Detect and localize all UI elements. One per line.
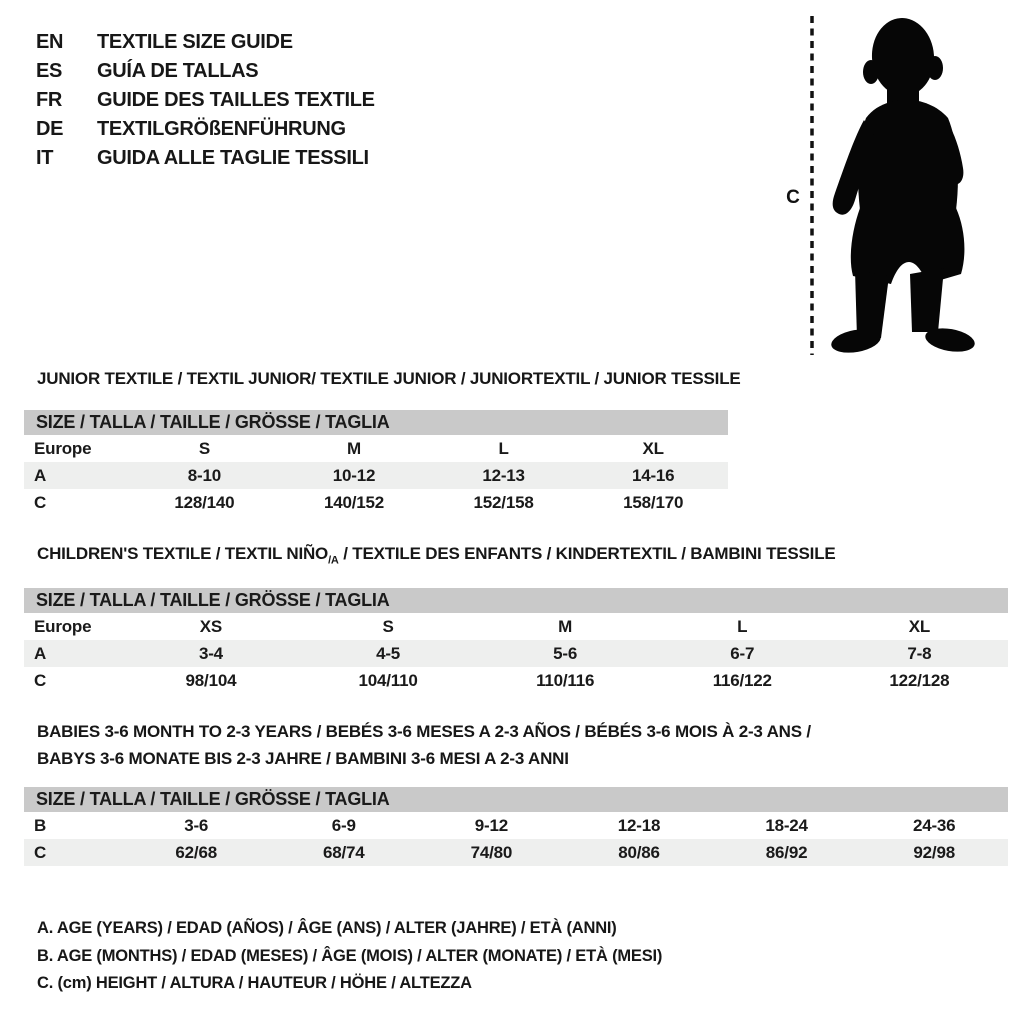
row-label: B: [34, 815, 47, 835]
cell: 12-18: [617, 815, 661, 835]
lang-title: TEXTILE SIZE GUIDE: [97, 31, 293, 53]
size-header: SIZE / TALLA / TAILLE / GRÖSSE / TAGLIA: [24, 410, 728, 435]
row-label: A: [24, 640, 122, 667]
size-header-row: [24, 410, 728, 435]
lang-title: GUIDE DES TAILLES TEXTILE: [97, 89, 375, 111]
cell: 6-7: [654, 640, 831, 667]
cell: XS: [199, 616, 223, 636]
toddler-height-figure: [760, 10, 980, 360]
table-row-height: [24, 667, 1008, 694]
legend-age-months: B. AGE (MONTHS) / EDAD (MESES) / ÂGE (MOIS) / ALTER (MONATE) / ETÀ (MESI): [37, 946, 663, 965]
babies-section-title-line1: BABIES 3-6 MONTH TO 2-3 YEARS / BEBÉS 3-6 MESES A 2-3 AÑOS / BÉBÉS 3-6 MOIS À 2-3 ANS /: [37, 722, 811, 741]
table-row-europe: [24, 435, 728, 462]
cell: M: [558, 616, 573, 636]
row-label: Europe: [34, 616, 92, 636]
toddler-silhouette-svg: [760, 10, 980, 360]
cell: 6-9: [331, 815, 356, 835]
cell: 7-8: [831, 640, 1008, 667]
cell: 8-10: [130, 462, 280, 489]
junior-size-table: [24, 410, 728, 516]
row-label: C: [24, 839, 122, 866]
cell: 24-36: [912, 815, 956, 835]
babies-size-table: [24, 787, 1008, 866]
cell: XL: [642, 438, 664, 458]
cell: 3-4: [122, 640, 299, 667]
cell: 116/122: [712, 670, 772, 690]
lang-row-it: [36, 144, 375, 173]
table-row-height: [24, 489, 728, 516]
lang-code: IT: [36, 147, 54, 169]
cell: 158/170: [623, 492, 684, 512]
table-row-months: [24, 812, 1008, 839]
cell: 152/158: [473, 492, 534, 512]
cell: 74/80: [418, 839, 566, 866]
table-row-age: [24, 462, 728, 489]
cell: 62/68: [122, 839, 270, 866]
cell: 92/98: [860, 839, 1008, 866]
table-row-height: [24, 839, 1008, 866]
lang-title: GUÍA DE TALLAS: [97, 60, 259, 82]
table-row-age: [24, 640, 1008, 667]
cell: 128/140: [174, 492, 235, 512]
height-c-label: C: [786, 187, 800, 208]
junior-section-title: JUNIOR TEXTILE / TEXTIL JUNIOR/ TEXTILE JUNIOR / JUNIORTEXTIL / JUNIOR TESSILE: [37, 369, 741, 388]
lang-row-en: [36, 28, 375, 57]
children-title-post: / TEXTILE DES ENFANTS / KINDERTEXTIL / BAMBINI TESSILE: [338, 544, 836, 563]
row-label: C: [34, 670, 47, 690]
cell: S: [382, 616, 394, 636]
lang-row-de: [36, 115, 375, 144]
legend-height-cm: C. (cm) HEIGHT / ALTURA / HAUTEUR / HÖHE / ALTEZZA: [37, 974, 472, 992]
row-label: Europe: [34, 438, 92, 458]
cell: 68/74: [270, 839, 418, 866]
legend-age-years: A. AGE (YEARS) / EDAD (AÑOS) / ÂGE (ANS) / ALTER (JAHRE) / ETÀ (ANNI): [37, 919, 617, 937]
lang-title: GUIDA ALLE TAGLIE TESSILI: [97, 147, 369, 169]
cell: 140/152: [323, 492, 385, 512]
size-header-row: [24, 787, 1008, 812]
toddler-silhouette: [829, 16, 976, 356]
cell: 3-6: [184, 815, 209, 835]
cell: 14-16: [578, 462, 728, 489]
cell: 110/116: [536, 670, 595, 690]
cell: 10-12: [279, 462, 429, 489]
cell: 9-12: [474, 815, 508, 835]
cell: 5-6: [477, 640, 654, 667]
children-title-sub: /A: [328, 554, 339, 567]
cell: 86/92: [713, 839, 861, 866]
lang-code: EN: [36, 31, 64, 53]
cell: 18-24: [765, 815, 808, 835]
language-title-list: [36, 28, 375, 173]
children-size-table: [24, 588, 1008, 694]
row-label: C: [34, 492, 47, 512]
lang-title: TEXTILGRÖßENFÜHRUNG: [97, 118, 346, 140]
size-header-row: [24, 588, 1008, 613]
cell: 104/110: [358, 670, 418, 690]
cell: 98/104: [185, 670, 237, 690]
children-section-title: [37, 544, 836, 566]
row-label: A: [24, 462, 130, 489]
lang-row-es: [36, 57, 375, 86]
cell: XL: [908, 616, 931, 636]
lang-code: ES: [36, 60, 63, 82]
measurement-legend: [37, 915, 662, 998]
lang-code: DE: [36, 118, 64, 140]
cell: 4-5: [300, 640, 477, 667]
children-title-pre: CHILDREN'S TEXTILE / TEXTIL NIÑO: [37, 544, 329, 563]
lang-row-fr: [36, 86, 375, 115]
cell: 80/86: [565, 839, 713, 866]
cell: 12-13: [429, 462, 579, 489]
size-header: SIZE / TALLA / TAILLE / GRÖSSE / TAGLIA: [24, 787, 1008, 812]
table-row-europe: [24, 613, 1008, 640]
size-header: SIZE / TALLA / TAILLE / GRÖSSE / TAGLIA: [24, 588, 1008, 613]
cell: M: [347, 438, 361, 458]
cell: 122/128: [889, 670, 950, 690]
cell: L: [737, 616, 748, 636]
babies-section-title-line2: BABYS 3-6 MONATE BIS 2-3 JAHRE / BAMBINI 3-6 MESI A 2-3 ANNI: [37, 749, 569, 768]
lang-code: FR: [36, 89, 63, 111]
cell: S: [198, 438, 210, 458]
cell: L: [498, 438, 509, 458]
